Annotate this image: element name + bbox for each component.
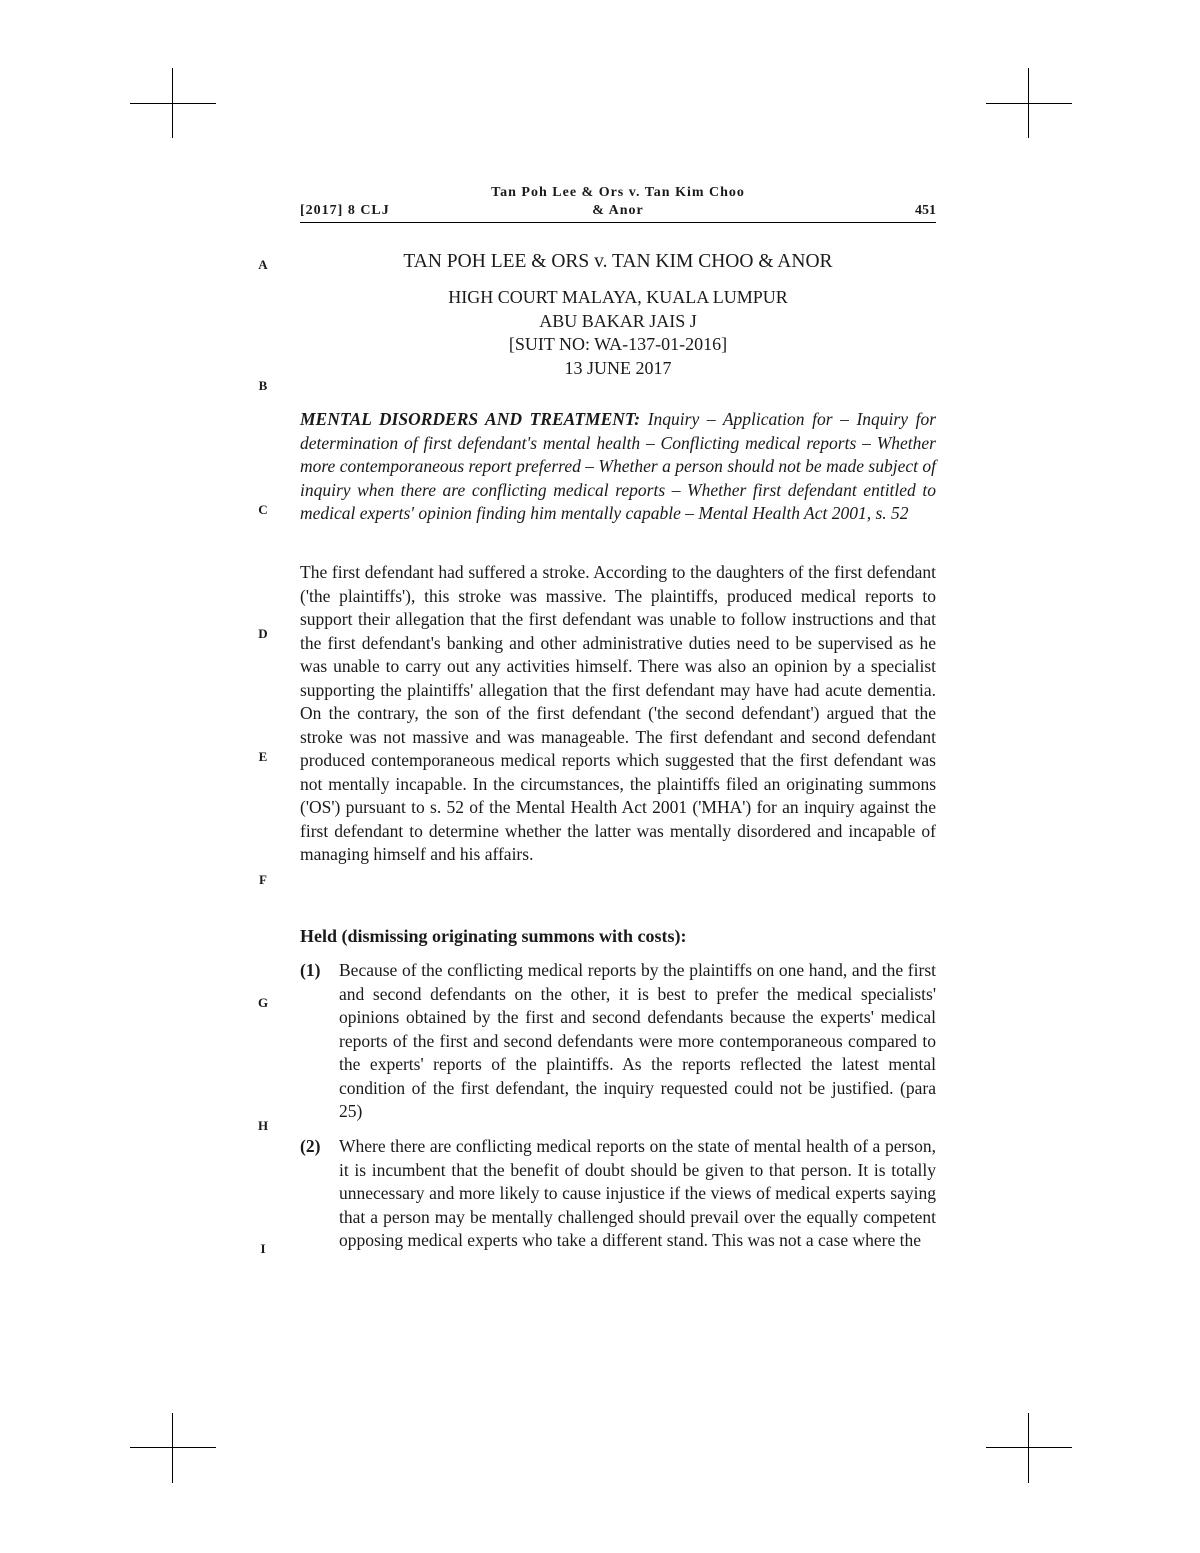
margin-letter-e: E (258, 749, 268, 764)
held-item-number: (2) (300, 1136, 321, 1156)
running-title-line2: & Anor (592, 203, 644, 218)
held-item-text: Where there are conflicting medical reports on the state of mental health of a person, it is incumbent that the benefit of doubt should be given to that person. It is totally unnecessary and more likely to cause injustice if the views of medical experts saying that a person may be mentally challenged should prevail over the equally competent opposing medical experts who take a different stand. This was not a case where the (339, 1136, 936, 1250)
case-title: TAN POH LEE & ORS v. TAN KIM CHOO & ANOR (403, 251, 833, 272)
held-item-text: Because of the conflicting medical reports by the plaintiffs on one hand, and the first and second defendants on the other, it is best to prefer the medical specialists' opinions obtained by the first and second defendants because the experts' medical reports of the first and second defendants were more contemporaneous compared to the experts' reports of the plaintiffs. As the reports reflected the latest mental condition of the first defendant, the inquiry requested could not be justified. (para 25) (339, 960, 936, 1121)
margin-letter-g: G (257, 995, 269, 1010)
held-heading: Held (dismissing originating summons with costs): (300, 926, 687, 946)
crop-mark-top-right-v (1028, 68, 1029, 138)
margin-letter-b: B (258, 378, 268, 393)
crop-mark-top-left-v (172, 68, 173, 138)
crop-mark-bottom-left-v (172, 1413, 173, 1483)
crop-mark-top-left-h (130, 103, 216, 104)
catchwords-heading: MENTAL DISORDERS AND TREATMENT: (300, 409, 641, 429)
held-item (300, 1135, 936, 1253)
held-item (300, 959, 936, 1124)
case-summary: The first defendant had suffered a stroke. According to the daughters of the first defendant ('the plaintiffs'), this stroke was massive. The plaintiffs, produced medical reports to support their allegation that the first defendant was unable to follow instructions and that the first defendant's banking and other administrative duties need to be supervised as he was unable to carry out any activities himself. There was also an opinion by a specialist supporting the plaintiffs' allegation that the first defendant may have had acute dementia. On the contrary, the son of the first defendant ('the second defendant') argued that the stroke was not massive and was manageable. The first defendant and second defendant produced contemporaneous medical reports which suggested that the first defendant was not mentally incapable. In the circumstances, the plaintiffs filed an originating summons ('OS') pursuant to s. 52 of the Mental Health Act 2001 ('MHA') for an inquiry against the first defendant to determine whether the latter was mentally disordered and incapable of managing himself and his affairs. (300, 562, 936, 864)
crop-mark-bottom-right-h (986, 1447, 1072, 1448)
running-title (300, 184, 936, 220)
margin-letter-f: F (259, 872, 267, 887)
judgment-date: 13 JUNE 2017 (564, 357, 672, 378)
suit-number: [SUIT NO: WA-137-01-2016] (508, 334, 728, 354)
margin-letter-d: D (258, 626, 268, 641)
crop-mark-bottom-left-h (130, 1447, 216, 1448)
running-header (300, 184, 936, 223)
margin-letter-h: H (257, 1118, 269, 1133)
court-name: HIGH COURT MALAYA, KUALA LUMPUR (448, 287, 788, 307)
running-title-line1: Tan Poh Lee & Ors v. Tan Kim Choo (491, 185, 745, 200)
margin-letter-c: C (258, 502, 268, 517)
judge-name: ABU BAKAR JAIS J (539, 310, 697, 331)
margin-letter-i: I (260, 1241, 266, 1256)
crop-mark-bottom-right-v (1028, 1413, 1029, 1483)
catchwords (300, 408, 936, 526)
page-number: 451 (915, 203, 936, 218)
law-report-citation: [2017] 8 CLJ (300, 203, 390, 218)
court-info (300, 286, 936, 380)
catchwords-text: Inquiry – Application for – Inquiry for determination of first defendant's mental health – Conflicting medical reports – Whether more contemporaneous report preferred – Whether a person should not be made subject of inquiry when there are conflicting medical reports – Whether first defendant entitled to medical experts' opinion finding him mentally capable – Mental Health Act 2001, s. 52 (300, 409, 936, 523)
crop-mark-top-right-h (986, 103, 1072, 104)
held-item-number: (1) (300, 960, 321, 980)
margin-letter-a: A (258, 257, 268, 272)
